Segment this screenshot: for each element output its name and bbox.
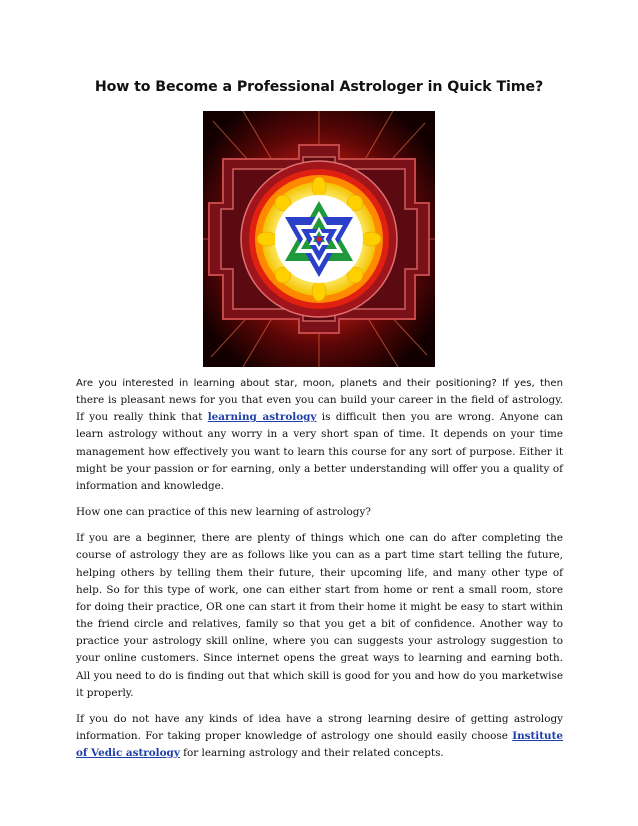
paragraph-closing-text: If you do not have any kinds of idea have a strong learning desire of getting astrology information. For taking proper knowledge of astrology one should easily choose <box>76 712 563 742</box>
paragraph-closing <box>76 711 563 762</box>
learning-astrology-link[interactable]: learning astrology <box>207 411 317 424</box>
paragraph-intro-text-end: is difficult then you are wrong. Anyone can learn astrology without any worry in a very short span of time. It depends on your time management how effectively you want to learn this course for any sort of purpose. Either it might be your passion or for earning, only a better understanding will offer you a quality of information and knowledge. <box>76 411 564 492</box>
paragraph-practice: If you are a beginner, there are plenty of things which one can do after completing the course of astrology they are as follows like you can as a part time start telling the future, helping others by telling them their future, their upcoming life, and many other type of help. So for this type of work, one can either start from home or rent a small room, store for doing their practice, OR one can start it from their home it might be easy to start within the friend circle and relatives, family so that you get a bit of confidence. Another way to practice your astrology skill online, where you can suggests your astrology suggestion to your online customers. Since internet opens the great ways to learning and earning both. All you need to do is finding out that which skill is good for you and how do you marketwise it properly. <box>76 532 563 699</box>
paragraph-intro-lead: Are you interested in learning about star, moon, planets and their positioning? If yes, then <box>76 378 563 389</box>
paragraph-intro-text: there is pleasant news for you that even you can build your career in the field of astrology. If you really think that <box>76 394 563 424</box>
sri-yantra-image <box>203 111 435 367</box>
sri-yantra-icon <box>203 111 435 367</box>
institute-vedic-astrology-link[interactable]: Institute of Vedic astrology <box>76 729 563 760</box>
paragraph-closing-text-end: for learning astrology and their related concepts. <box>179 747 444 760</box>
document-title: How to Become a Professional Astrologer in Quick Time? <box>94 79 544 95</box>
article-body <box>76 375 563 771</box>
paragraph-question: How one can practice of this new learning of astrology? <box>76 506 371 519</box>
paragraph-intro <box>76 375 563 495</box>
